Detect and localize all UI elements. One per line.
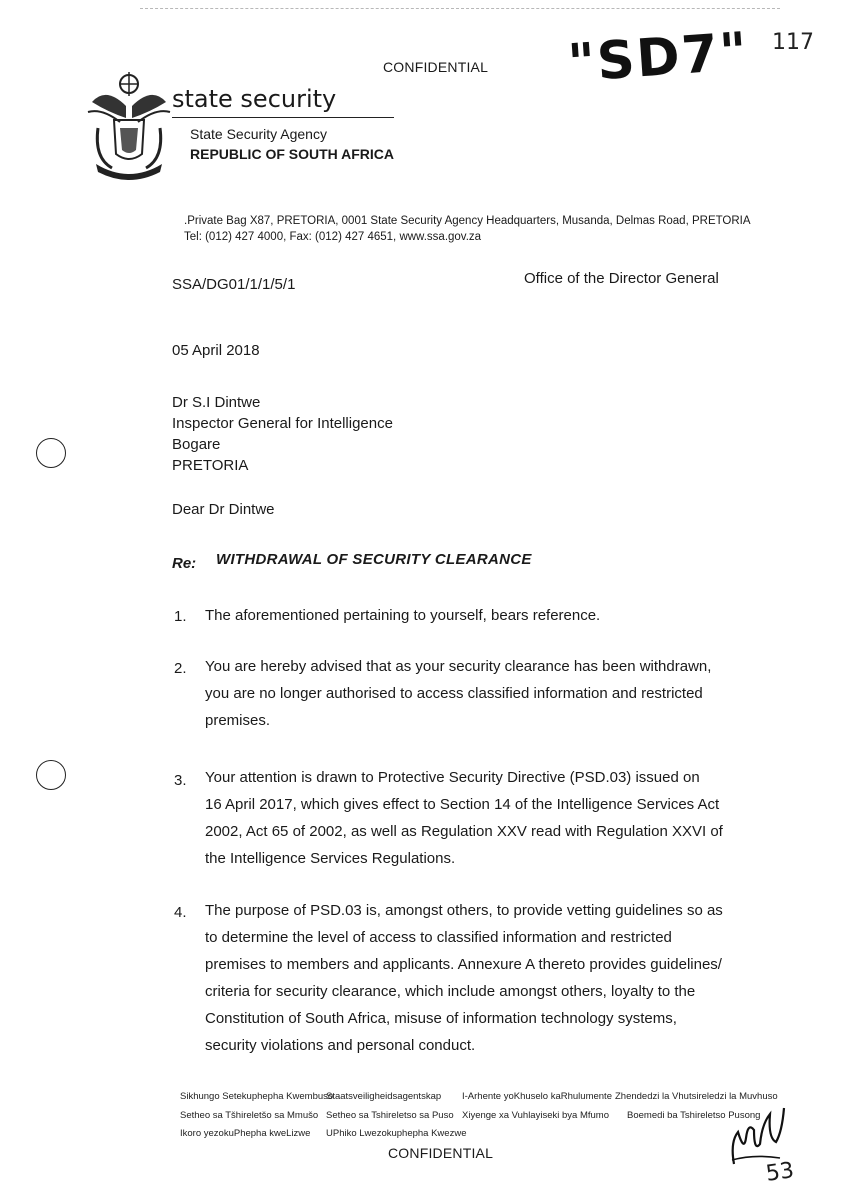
- paragraph-line: criteria for security clearance, which include amongst others, loyalty to the: [205, 983, 696, 1000]
- page-number: 117: [772, 30, 814, 55]
- recipient-line: PRETORIA: [172, 457, 249, 474]
- paragraph-number: 2.: [174, 660, 187, 677]
- confidential-bottom: CONFIDENTIAL: [388, 1145, 494, 1161]
- subject-line: WITHDRAWAL OF SECURITY CLEARANCE: [216, 551, 532, 568]
- reference-number: SSA/DG01/1/1/5/1: [172, 276, 296, 293]
- footer-name: UPhiko Lwezokuphepha Kwezwe: [326, 1128, 467, 1139]
- footer-name: Sikhungo Setekuphepha Kwembuso: [180, 1091, 334, 1102]
- coat-of-arms-icon: [84, 68, 174, 186]
- recipient-line: Inspector General for Intelligence: [172, 415, 393, 432]
- paragraph-4: [205, 897, 761, 1059]
- paragraph-line: premises to members and applicants. Annexure A thereto provides guidelines/: [205, 956, 722, 973]
- footer-name: Staatsveiligheidsagentskap: [326, 1091, 442, 1102]
- paragraph-line: Constitution of South Africa, misuse of information technology systems,: [205, 1010, 677, 1027]
- letter-date: 05 April 2018: [172, 342, 260, 359]
- confidential-top: CONFIDENTIAL: [383, 59, 489, 75]
- paragraph-line: Your attention is drawn to Protective Security Directive (PSD.03) issued on: [205, 769, 700, 786]
- hole-punch-mark: [36, 438, 66, 468]
- handwritten-initials: 53: [764, 1158, 796, 1187]
- recipient-address: [172, 392, 393, 476]
- handwritten-mark: "SD7": [566, 21, 751, 95]
- paragraph-line: 2002, Act 65 of 2002, as well as Regulation XXV read with Regulation XXVI of: [205, 823, 723, 840]
- salutation: Dear Dr Dintwe: [172, 501, 275, 518]
- re-label: Re:: [172, 555, 197, 572]
- brand-name: state security: [172, 85, 337, 113]
- agency-name: State Security Agency: [190, 126, 327, 142]
- paragraph-line: you are no longer authorised to access classified information and restricted: [205, 685, 703, 702]
- footer-name: Boemedi ba Tshireletso Pusong: [627, 1110, 761, 1121]
- footer-name: Ikoro yezokuPhepha kweLizwe: [180, 1128, 311, 1139]
- footer-name: Xiyenge xa Vuhlayiseki bya Mfumo: [462, 1110, 609, 1121]
- paragraph-number: 1.: [174, 608, 187, 625]
- recipient-line: Bogare: [172, 436, 221, 453]
- footer-name: Setheo sa Tshireletso sa Puso: [326, 1110, 454, 1121]
- paragraph-2: [205, 653, 761, 734]
- paragraph-line: the Intelligence Services Regulations.: [205, 850, 456, 867]
- paragraph-number: 4.: [174, 904, 187, 921]
- republic-name: REPUBLIC OF SOUTH AFRICA: [190, 146, 395, 162]
- footer-name: Zhendedzi la Vhutsireledzi la Muvhuso: [615, 1091, 778, 1102]
- footer-name: I-Arhente yoKhuselo kaRhulumente: [462, 1091, 612, 1102]
- paragraph-3: [205, 764, 761, 872]
- recipient-line: Dr S.I Dintwe: [172, 394, 261, 411]
- paragraph-line: premises.: [205, 712, 271, 729]
- hole-punch-mark: [36, 760, 66, 790]
- paragraph-number: 3.: [174, 772, 187, 789]
- brand-underline: [172, 117, 394, 118]
- paragraph-line: security violations and personal conduct.: [205, 1037, 476, 1054]
- paragraph-1: [205, 602, 761, 629]
- scan-dotted-line: [140, 8, 780, 11]
- office-name: Office of the Director General: [524, 270, 719, 287]
- address-line: .Private Bag X87, PRETORIA, 0001 State Security Agency Headquarters, Musanda, Delmas Road, PRETORIA: [184, 215, 751, 227]
- paragraph-line: You are hereby advised that as your security clearance has been withdrawn,: [205, 658, 712, 675]
- paragraph-line: 16 April 2017, which gives effect to Section 14 of the Intelligence Services Act: [205, 796, 720, 813]
- contact-line: Tel: (012) 427 4000, Fax: (012) 427 4651, www.ssa.gov.za: [184, 231, 482, 243]
- paragraph-line: to determine the level of access to classified information and restricted: [205, 929, 672, 946]
- paragraph-line: The purpose of PSD.03 is, amongst others, to provide vetting guidelines so as: [205, 902, 723, 919]
- paragraph-line: The aforementioned pertaining to yourself, bears reference.: [205, 607, 601, 624]
- footer-name: Setheo sa Tšhireletšo sa Mmušo: [180, 1110, 319, 1121]
- address-block: [184, 213, 751, 245]
